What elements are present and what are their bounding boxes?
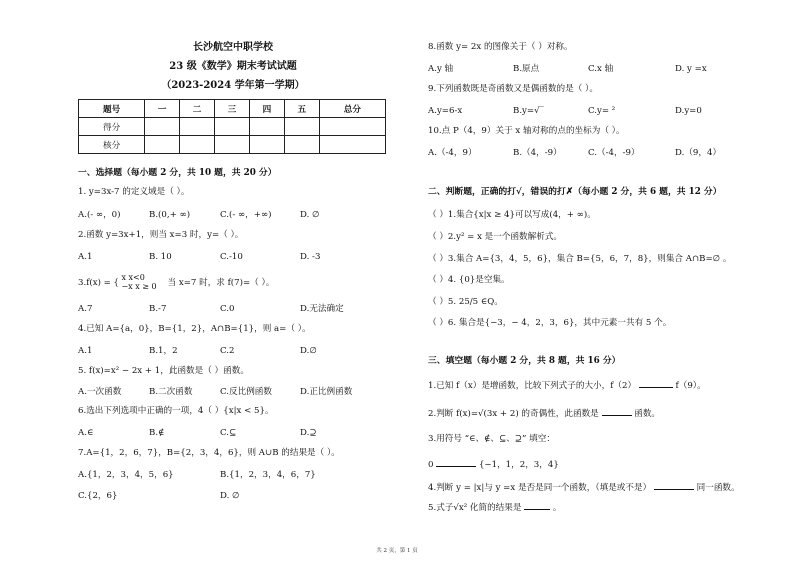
q6-option-a[interactable]: A.∈ bbox=[78, 428, 94, 438]
section3-heading: 三、填空题（每小题 2 分，共 8 题，共 16 分） bbox=[428, 356, 621, 366]
q3-stem bbox=[78, 274, 274, 291]
q7-option-c[interactable]: C.{2，6} bbox=[78, 491, 118, 501]
score-table-header-row bbox=[79, 100, 386, 118]
q9-option-c[interactable]: C.y= ² bbox=[588, 106, 616, 116]
q5-option-d[interactable]: D.正比例函数 bbox=[300, 387, 353, 397]
q6-option-c[interactable]: C.⊆ bbox=[220, 428, 237, 438]
score-header-cell: 二 bbox=[180, 100, 215, 118]
fill-q1-text-b: f（9）。 bbox=[675, 381, 706, 391]
q2-option-d[interactable]: D. -3 bbox=[300, 252, 321, 262]
score-row-label: 核分 bbox=[79, 136, 145, 154]
q6-option-d[interactable]: D.⊇ bbox=[300, 428, 317, 438]
q5-option-b[interactable]: B.二次函数 bbox=[149, 387, 193, 397]
q3-option-d[interactable]: D.无法确定 bbox=[300, 304, 344, 314]
fill-blank[interactable] bbox=[436, 457, 476, 467]
q9-stem: 9.下列函数既是奇函数又是偶函数的是（ ）。 bbox=[428, 84, 598, 94]
judge-item-5[interactable]: （ ）5. 25/5 ∈Q。 bbox=[428, 297, 503, 307]
score-row-label: 得分 bbox=[79, 118, 145, 136]
score-header-cell: 一 bbox=[145, 100, 180, 118]
q4-option-b[interactable]: B.1，2 bbox=[149, 346, 178, 356]
brace-symbol: { bbox=[113, 277, 119, 287]
q1-option-c[interactable]: C.(- ∞，+∞) bbox=[220, 210, 272, 220]
q10-option-a[interactable]: A.（-4，9） bbox=[428, 148, 477, 158]
fill-q5 bbox=[428, 500, 562, 514]
q7-option-d[interactable]: D. ∅ bbox=[220, 491, 240, 501]
exam-term: （2023-2024 学年第一学期） bbox=[161, 80, 305, 91]
score-cell[interactable] bbox=[249, 136, 284, 154]
exam-title: 23 级《数学》期末考试试题 bbox=[169, 61, 297, 72]
q4-option-a[interactable]: A.1 bbox=[78, 346, 93, 356]
q3-piece-1: x x<0 bbox=[121, 273, 145, 282]
q5-option-c[interactable]: C.反比例函数 bbox=[220, 387, 272, 397]
q3-stem-suffix: 当 x=7 时，求 f(7)=（ ）。 bbox=[167, 278, 275, 288]
fill-q4 bbox=[428, 480, 740, 494]
score-cell[interactable] bbox=[145, 118, 180, 136]
fill-q3: 3.用符号 “∈、∉、⊆、⊇” 填空： bbox=[428, 434, 555, 444]
q2-option-c[interactable]: C.-10 bbox=[220, 252, 243, 262]
score-cell[interactable] bbox=[319, 118, 385, 136]
q8-option-b[interactable]: B.原点 bbox=[513, 64, 540, 74]
score-row bbox=[79, 118, 386, 136]
q9-option-d[interactable]: D.y=0 bbox=[675, 106, 702, 116]
fill-q2 bbox=[428, 406, 660, 420]
score-header-cell: 总分 bbox=[319, 100, 385, 118]
q1-stem: 1. y=3x-7 的定义域是（ ）。 bbox=[78, 187, 190, 197]
fill-q5-text-a: 5.式子√x² 化简的结果是 bbox=[428, 503, 522, 513]
q4-stem: 4.已知 A={a，0}，B={1，2}，A∩B={1}，则 a=（ ）。 bbox=[78, 324, 311, 334]
q4-option-d[interactable]: D.∅ bbox=[300, 346, 317, 356]
check-row bbox=[79, 136, 386, 154]
q10-option-c[interactable]: C.（-4，-9） bbox=[588, 148, 640, 158]
fill-q1 bbox=[428, 378, 706, 392]
fill-q3-text-b: {−1，1，2，3，4} bbox=[478, 460, 559, 470]
q6-stem: 6.选出下列选项中正确的一项，4（ ）{x|x < 5}。 bbox=[78, 406, 274, 416]
fill-q4-text-a: 4.判断 y = |x|与 y =x 是否是同一个函数，（填是或不是） bbox=[428, 483, 652, 493]
q2-option-a[interactable]: A.1 bbox=[78, 252, 93, 262]
score-cell[interactable] bbox=[284, 118, 319, 136]
q4-option-c[interactable]: C.2 bbox=[220, 346, 235, 356]
q8-stem: 8.函数 y= 2x 的图像关于（ ）对称。 bbox=[428, 42, 573, 52]
judge-item-6[interactable]: （ ）6. 集合是{−3，− 4，2，3，6}，其中元素一共有 5 个。 bbox=[428, 318, 672, 328]
q5-option-a[interactable]: A.一次函数 bbox=[78, 387, 122, 397]
page-footer: 共 2 页，第 1 页 bbox=[376, 548, 418, 554]
score-cell[interactable] bbox=[249, 118, 284, 136]
fill-q3-line bbox=[428, 457, 559, 471]
q2-stem: 2.函数 y=3x+1，则当 x=3 时，y=（ ）。 bbox=[78, 230, 244, 240]
score-table bbox=[78, 99, 386, 154]
q3-option-b[interactable]: B.-7 bbox=[149, 304, 167, 314]
judge-item-3[interactable]: （ ）3.集合 A={3，4，5，6}，集合 B={5，6，7，8}，则集合 A∩B=∅ 。 bbox=[428, 254, 732, 264]
q3-piecewise bbox=[121, 274, 156, 291]
score-cell[interactable] bbox=[284, 136, 319, 154]
q9-option-a[interactable]: A.y=6-x bbox=[428, 106, 463, 116]
section1-heading: 一、选择题（每小题 2 分，共 10 题，共 20 分） bbox=[78, 168, 277, 178]
judge-item-1[interactable]: （ ）1.集合{x|x ≥ 4}可以写成(4，+ ∞)。 bbox=[428, 210, 596, 220]
q8-option-d[interactable]: D. y =x bbox=[675, 64, 707, 74]
score-cell[interactable] bbox=[215, 118, 250, 136]
score-cell[interactable] bbox=[319, 136, 385, 154]
q3-piece-2: −x x ≥ 0 bbox=[121, 281, 157, 291]
score-header-cell: 三 bbox=[215, 100, 250, 118]
score-header-cell: 题号 bbox=[79, 100, 145, 118]
fill-q5-text-b: 。 bbox=[552, 503, 562, 513]
score-cell[interactable] bbox=[215, 136, 250, 154]
q5-stem: 5. f(x)=x² − 2x + 1，此函数是（ ）函数。 bbox=[78, 366, 249, 376]
q7-option-b[interactable]: B.{1，2，3，4，6，7} bbox=[220, 470, 316, 480]
q10-stem: 10.点 P（4，9）关于 x 轴对称的点的坐标为（ ）。 bbox=[428, 126, 625, 136]
q1-option-b[interactable]: B.(0,+ ∞) bbox=[149, 210, 191, 220]
fill-blank[interactable] bbox=[639, 378, 673, 388]
q2-option-b[interactable]: B. 10 bbox=[149, 252, 172, 262]
school-name: 长沙航空中职学校 bbox=[193, 42, 273, 53]
q7-stem: 7.A={1，2，6，7}，B={2，3，4，6}，则 A∪B 的结果是（ ）。 bbox=[78, 448, 340, 458]
q8-option-a[interactable]: A.y 轴 bbox=[428, 64, 454, 74]
fill-q2-text-b: 函数。 bbox=[634, 409, 661, 419]
score-header-cell: 五 bbox=[284, 100, 319, 118]
q8-option-c[interactable]: C.x 轴 bbox=[588, 64, 614, 74]
q10-option-b[interactable]: B.（4，-9） bbox=[513, 148, 562, 158]
q9-option-b[interactable]: B.y=√‾ bbox=[513, 106, 544, 116]
judge-item-4[interactable]: （ ）4. {0}是空集。 bbox=[428, 275, 510, 285]
fill-q3-text-a: 0 bbox=[428, 460, 434, 470]
section2-heading: 二、判断题，正确的打√，错误的打✗（每小题 2 分，共 6 题，共 12 分） bbox=[428, 187, 722, 197]
score-cell[interactable] bbox=[180, 118, 215, 136]
q1-option-d[interactable]: D. ∅ bbox=[300, 210, 320, 220]
fill-blank[interactable] bbox=[654, 480, 694, 490]
q6-option-b[interactable]: B.∉ bbox=[149, 428, 165, 438]
q7-option-a[interactable]: A.{1，2，3，4，5，6} bbox=[78, 470, 174, 480]
fill-q1-text-a: 1.已知 f（x）是增函数，比较下列式子的大小，f（2） bbox=[428, 381, 637, 391]
fill-blank[interactable] bbox=[602, 406, 632, 416]
q3-stem-prefix: 3.f(x) = bbox=[78, 278, 111, 288]
judge-item-2[interactable]: （ ）2.y² = x 是一个函数解析式。 bbox=[428, 232, 563, 242]
q10-option-d[interactable]: D.（9，4） bbox=[675, 148, 722, 158]
q1-option-a[interactable]: A.(- ∞，0) bbox=[78, 210, 121, 220]
score-header-cell: 四 bbox=[249, 100, 284, 118]
q3-option-a[interactable]: A.7 bbox=[78, 304, 93, 314]
fill-blank[interactable] bbox=[524, 500, 550, 510]
fill-q2-text-a: 2.判断 f(x)=√(3x + 2) 的奇偶性，此函数是 bbox=[428, 409, 599, 419]
score-cell[interactable] bbox=[180, 136, 215, 154]
fill-q4-text-b: 同一函数。 bbox=[696, 483, 740, 493]
score-cell[interactable] bbox=[145, 136, 180, 154]
q3-option-c[interactable]: C.0 bbox=[220, 304, 235, 314]
